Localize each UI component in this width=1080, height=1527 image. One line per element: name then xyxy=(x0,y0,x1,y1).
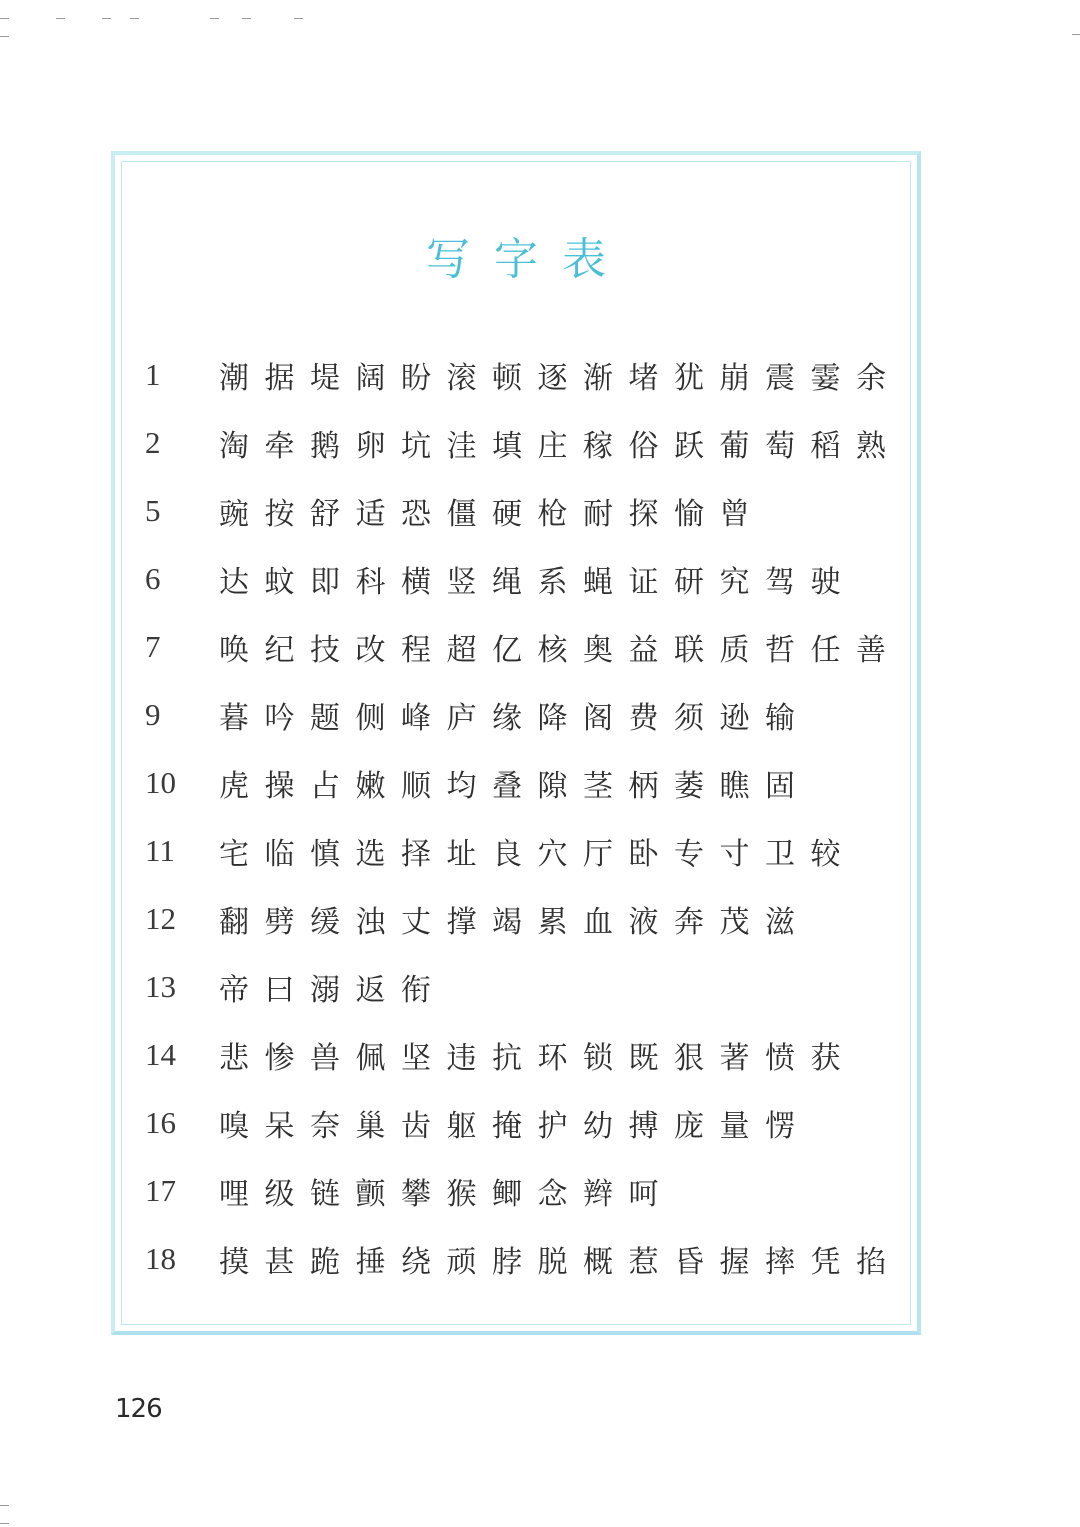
lesson-characters: 豌按舒适恐僵硬枪耐探愉曾 xyxy=(219,497,765,532)
crop-mark xyxy=(0,36,9,37)
page-title: 写字表 xyxy=(426,234,630,285)
lesson-number: 10 xyxy=(145,765,176,800)
page-number: 126 xyxy=(115,1394,162,1424)
crop-mark xyxy=(242,18,251,19)
lesson-number: 2 xyxy=(145,425,161,460)
crop-mark xyxy=(0,18,9,19)
table-row xyxy=(145,477,905,545)
table-row xyxy=(145,681,905,749)
table-row xyxy=(145,1021,905,1089)
lesson-number: 1 xyxy=(145,357,161,392)
lesson-characters: 达蚊即科横竖绳系蝇证研究驾驶 xyxy=(219,565,856,600)
lesson-characters: 淘牵鹅卵坑洼填庄稼俗跃葡萄稻熟 xyxy=(219,429,902,464)
crop-mark xyxy=(210,18,219,19)
lesson-number: 14 xyxy=(145,1037,176,1072)
lesson-number: 11 xyxy=(145,833,175,868)
lesson-number: 5 xyxy=(145,493,161,528)
character-table-frame xyxy=(111,151,921,1335)
crop-mark xyxy=(0,1505,9,1506)
lesson-number: 6 xyxy=(145,561,161,596)
table-row xyxy=(145,613,905,681)
crop-mark xyxy=(102,18,111,19)
crop-mark xyxy=(56,18,65,19)
table-row xyxy=(145,1089,905,1157)
table-row xyxy=(145,885,905,953)
table-row xyxy=(145,1225,905,1293)
lesson-characters: 哩级链颤攀猴鲫念辫呵 xyxy=(219,1177,674,1212)
lesson-number: 16 xyxy=(145,1105,176,1140)
table-row xyxy=(145,817,905,885)
lesson-number: 13 xyxy=(145,969,176,1004)
character-list xyxy=(145,341,905,1293)
table-row xyxy=(145,953,905,1021)
lesson-characters: 嗅呆奈巢齿躯掩护幼搏庞量愣 xyxy=(219,1109,811,1144)
crop-marks-top xyxy=(0,18,1080,22)
table-row xyxy=(145,409,905,477)
lesson-characters: 帝曰溺返衔 xyxy=(219,973,447,1008)
lesson-number: 18 xyxy=(145,1241,176,1276)
table-row xyxy=(145,545,905,613)
lesson-characters: 暮吟题侧峰庐缘降阁费须逊输 xyxy=(219,701,811,736)
crop-mark xyxy=(130,18,139,19)
lesson-number: 17 xyxy=(145,1173,176,1208)
lesson-characters: 虎操占嫩顺均叠隙茎柄萎瞧固 xyxy=(219,769,811,804)
lesson-characters: 摸甚跪捶绕顽脖脱概惹昏握摔凭掐 xyxy=(219,1245,902,1280)
lesson-characters: 潮据堤阔盼滚顿逐渐堵犹崩震霎余 xyxy=(219,361,902,396)
crop-mark xyxy=(1072,34,1080,35)
lesson-number: 9 xyxy=(145,697,161,732)
lesson-characters: 唤纪技改程超亿核奥益联质哲任善 xyxy=(219,633,902,668)
table-row xyxy=(145,341,905,409)
lesson-number: 12 xyxy=(145,901,176,936)
crop-mark xyxy=(294,18,303,19)
lesson-number: 7 xyxy=(145,629,161,664)
lesson-characters: 悲惨兽佩坚违抗环锁既狠著愤获 xyxy=(219,1041,856,1076)
lesson-characters: 宅临慎选择址良穴厅卧专寸卫较 xyxy=(219,837,856,872)
lesson-characters: 翻劈缓浊丈撑竭累血液奔茂滋 xyxy=(219,905,811,940)
crop-mark xyxy=(0,1523,9,1524)
table-row xyxy=(145,749,905,817)
table-row xyxy=(145,1157,905,1225)
